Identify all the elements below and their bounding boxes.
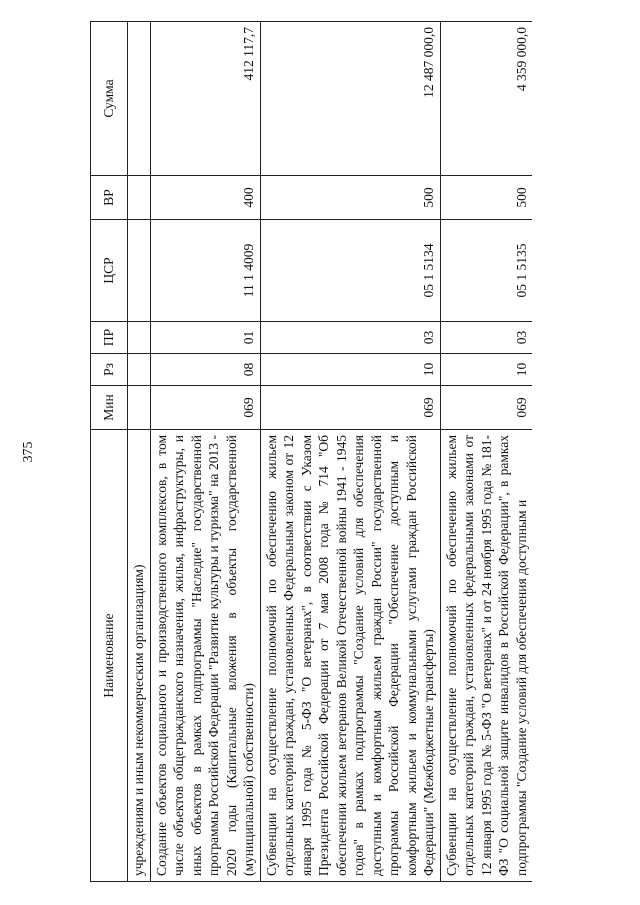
row-sum — [128, 22, 151, 176]
rotated-sheet — [90, 22, 610, 882]
budget-table-canvas — [90, 22, 610, 882]
row-csr: 11 1 4009 — [150, 220, 260, 322]
row-vr: 500 — [260, 176, 440, 220]
row-name: учреждениям и иным некоммерческим организациям) — [128, 430, 151, 882]
row-rz: 10 — [440, 354, 532, 386]
row-min: 069 — [150, 386, 260, 430]
table-row — [260, 22, 440, 882]
row-sum: 412 117,7 — [150, 22, 260, 176]
row-sum: 4 359 000,0 — [440, 22, 532, 176]
row-name: Создание объектов социального и производственного комплексов, в том числе объектов общегражданского назначения, жилья, инфраструктуры, и иных объектов в рамках подпрограммы "Наследие" государственной программы Российской Федерации "Развитие культуры и туризма" на 2013 - 2020 годы (Капитальные вложения в объекты государственной (муниципальной) собственности) — [150, 430, 260, 882]
budget-table — [90, 21, 532, 882]
row-name: Субвенции на осуществление полномочий по обеспечению жильем отдельных категорий граждан, установленных федеральными законами от 12 января 1995 года № 5-ФЗ "О ветеранах" и от 24 ноября 1995 года № 181-ФЗ "О социальной защите инвалидов в Российской Федерации", в рамках подпрограммы "Создание условий для обеспечения доступным и — [440, 430, 532, 882]
header-sum: Сумма — [91, 22, 128, 176]
table-row — [150, 22, 260, 882]
header-min: Мин — [91, 386, 128, 430]
row-rz: 08 — [150, 354, 260, 386]
table-row — [128, 22, 151, 882]
row-pr: 03 — [260, 322, 440, 354]
row-vr: 400 — [150, 176, 260, 220]
row-name: Субвенции на осуществление полномочий по обеспечению жильем отдельных категорий граждан, установленных Федеральным законом от 12 января 1995 года № 5-ФЗ "О ветеранах", в соответствии с Указом Президента Российской Федерации от 7 мая 2008 года № 714 "Об обеспечении жильем ветеранов Великой Отечественной войны 1941 - 1945 годов" в рамках подпрограммы "Создание условий для обеспечения доступным и комфортным жильем граждан России" государственной программы Российской Федерации "Обеспечение доступным и комфортным жильем и коммунальными услугами граждан Российской Федерации" (Межбюджетные трансферты) — [260, 430, 440, 882]
row-sum: 12 487 000,0 — [260, 22, 440, 176]
header-vr: ВР — [91, 176, 128, 220]
row-csr: 05 1 5134 — [260, 220, 440, 322]
row-rz — [128, 354, 151, 386]
page-number: 375 — [21, 441, 36, 463]
row-pr: 03 — [440, 322, 532, 354]
header-name: Наименование — [91, 430, 128, 882]
row-rz: 10 — [260, 354, 440, 386]
row-vr: 500 — [440, 176, 532, 220]
row-vr — [128, 176, 151, 220]
table-row — [440, 22, 532, 882]
row-pr: 01 — [150, 322, 260, 354]
row-csr: 05 1 5135 — [440, 220, 532, 322]
row-min — [128, 386, 151, 430]
table-header-row — [91, 22, 128, 882]
row-pr — [128, 322, 151, 354]
row-min: 069 — [440, 386, 532, 430]
header-pr: ПР — [91, 322, 128, 354]
header-csr: ЦСР — [91, 220, 128, 322]
row-csr — [128, 220, 151, 322]
row-min: 069 — [260, 386, 440, 430]
header-rz: Рз — [91, 354, 128, 386]
